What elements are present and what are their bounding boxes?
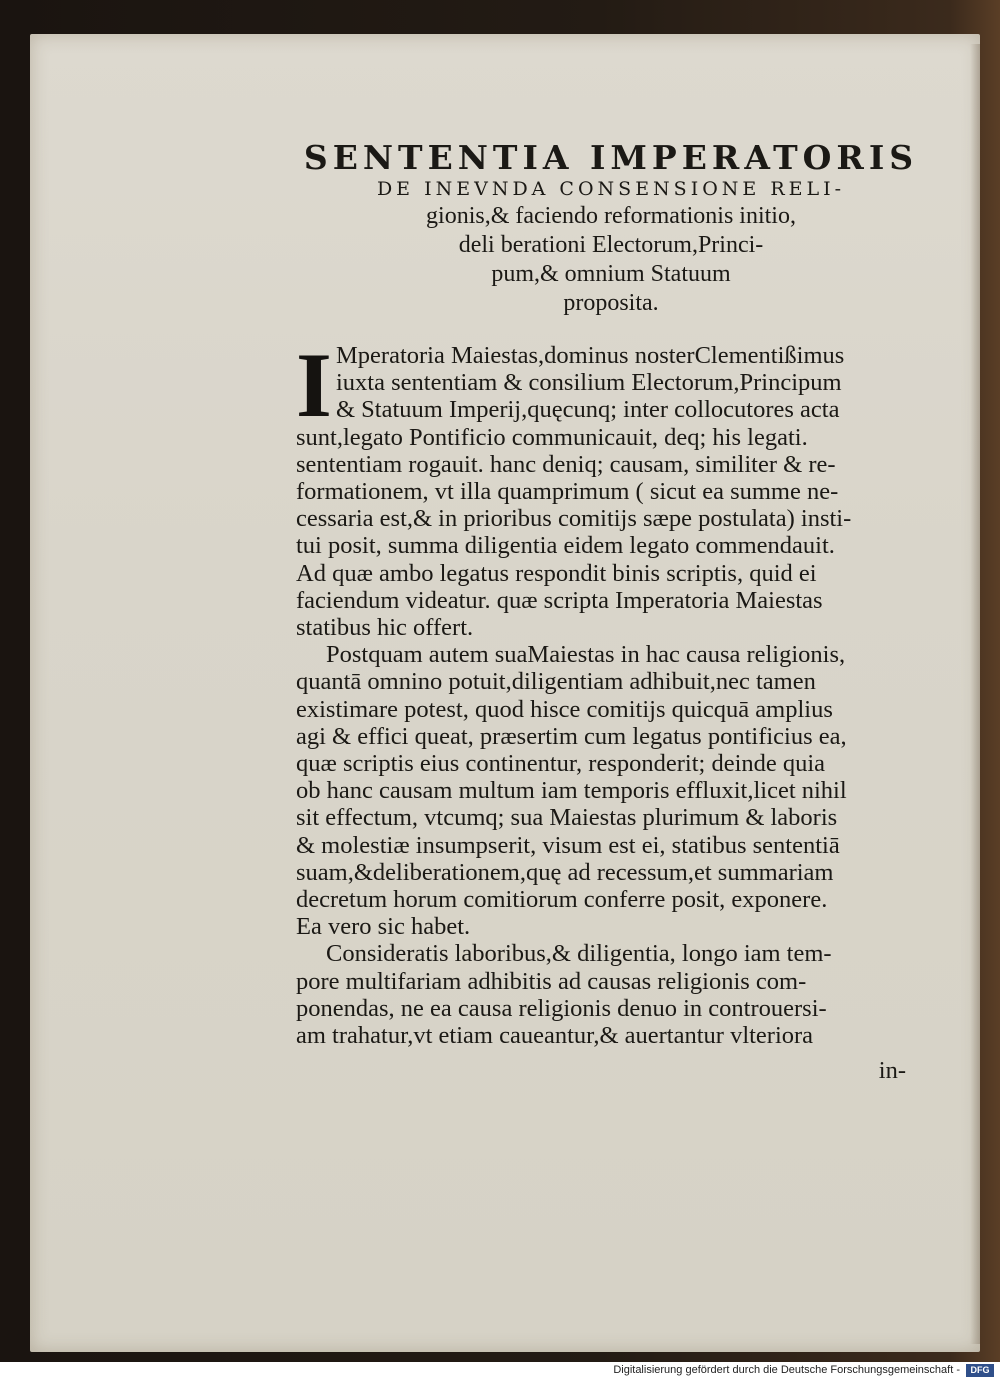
heading-line: gionis,& faciendo reformationis initio, (426, 203, 796, 229)
text-line: ob hanc causam multum iam temporis effluxit,licet nihil (296, 777, 847, 805)
text-line: sunt,legato Pontificio communicauit, deq; his legati. (296, 423, 808, 451)
text-line: cessaria est,& in prioribus comitijs sæpe postulata) insti- (296, 505, 852, 533)
paragraph-3 (296, 940, 926, 1049)
text-line: & Statuum Imperij,quęcunq; inter collocutores acta (336, 396, 840, 424)
text-line: sententiam rogauit. hanc deniq; causam, similiter & re- (296, 450, 836, 478)
text-line: & molestiæ insumpserit, visum est ei, statibus sententiā (296, 831, 840, 859)
text-line: faciendum videatur. quæ scripta Imperatoria Maiestas (296, 586, 823, 614)
heading-line: pum,& omnium Statuum (491, 261, 731, 287)
text-line: statibus hic offert. (296, 614, 474, 642)
text-line: iuxta sententiam & consilium Electorum,Principum (336, 369, 842, 397)
text-line: agi & effici queat, præsertim cum legatus pontificius ea, (296, 722, 847, 750)
text-line: sit effectum, vtcumq; sua Maiestas plurimum & laboris (296, 804, 838, 832)
drop-cap: I (296, 334, 332, 436)
text-line: tui posit, summa diligentia eidem legato commendauit. (296, 532, 835, 560)
dfg-logo-icon: DFG (966, 1364, 994, 1377)
text-line: formationem, vt illa quamprimum ( sicut ea summe ne- (296, 478, 839, 506)
text-line: decretum horum comitiorum conferre posit, exponere. (296, 886, 828, 914)
paragraph-1 (296, 334, 926, 642)
dfg-credit: Digitalisierung gefördert durch die Deutsche Forschungsgemeinschaft - (613, 1364, 960, 1376)
text-line: Postquam autem suaMaiestas in hac causa religionis, (326, 641, 846, 669)
text-line: pore multifariam adhibitis ad causas religionis com- (296, 967, 807, 995)
heading-lines (296, 202, 926, 318)
heading-line: deli berationi Electorum,Princi- (458, 232, 764, 258)
footer-strip (0, 1362, 1000, 1381)
text-line: Ea vero sic habet. (296, 913, 471, 941)
text-line: Ad quæ ambo legatus respondit binis scriptis, quid ei (296, 559, 817, 587)
heading-line: proposita. (563, 290, 659, 316)
body-text (296, 334, 926, 1085)
page-text (296, 140, 926, 1084)
page-subtitle: DE INEVNDA CONSENSIONE RELI- (376, 178, 846, 200)
text-line: quantā omnino potuit,diligentiam adhibuit,nec tamen (296, 668, 816, 696)
text-line: am trahatur,vt etiam caueantur,& auertantur vlteriora (296, 1022, 814, 1050)
page-edge (970, 44, 980, 1344)
text-line: existimare potest, quod hisce comitijs quicquā amplius (296, 695, 833, 723)
paragraph-2 (296, 641, 926, 940)
text-line: suam,&deliberationem,quę ad recessum,et summariam (296, 858, 834, 886)
text-line: ponendas, ne ea causa religionis denuo in controuersi- (296, 994, 827, 1022)
text-line: Mperatoria Maiestas,dominus nosterClementißimus (336, 342, 845, 369)
page-title: SENTENTIA IMPERATORIS (303, 138, 919, 177)
text-line: quæ scriptis eius continentur, responderit; deinde quia (296, 750, 826, 778)
text-line: Consideratis laboribus,& diligentia, longo iam tem- (326, 940, 832, 968)
catchword: in- (878, 1057, 906, 1085)
